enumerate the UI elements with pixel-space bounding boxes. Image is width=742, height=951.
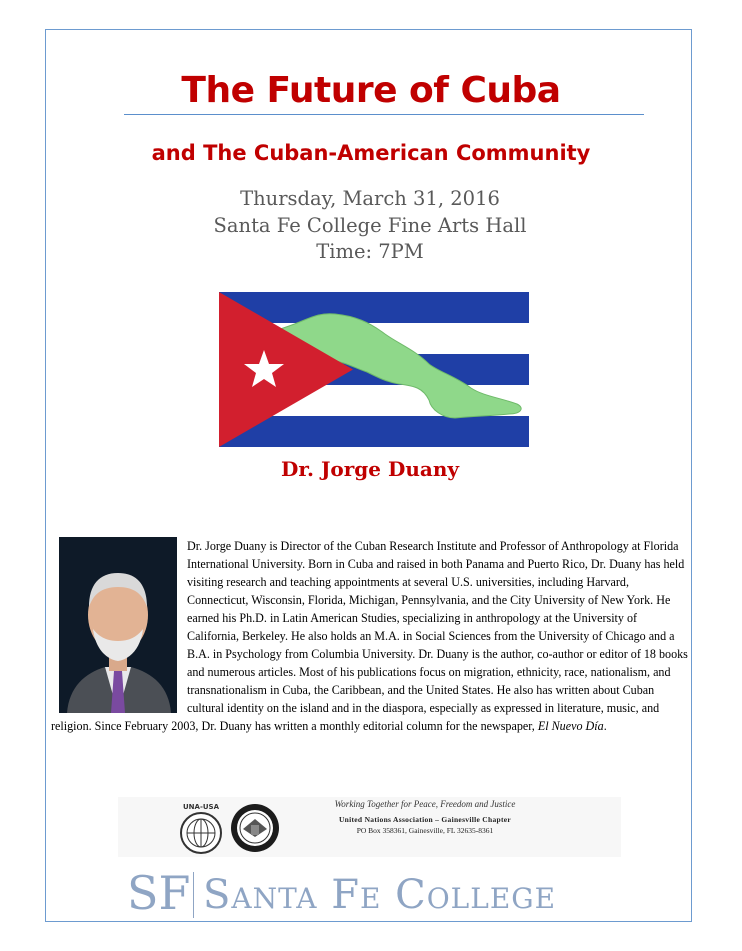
cuba-flag-map-image xyxy=(219,292,529,447)
college-logo-divider xyxy=(193,872,194,918)
college-name: Santa Fe College xyxy=(203,872,557,918)
speaker-photo xyxy=(59,537,177,713)
title-rule xyxy=(124,114,644,115)
bio-text: Dr. Jorge Duany is Director of the Cuban Research Institute and Professor of Anthropology at Florida International University. Born in Cuba and raised in both Panama and Puerto Rico, Dr. Duany has held visiting research and teaching appointments at several U.S. universities, including Harvard, Connecticut, Wisconsin, Florida, Michigan, Pennsylvania, and the City University of New York. He earned his Ph.D. in Latin American Studies, specializing in anthropology at the University of California, Berkeley. He also holds an M.A. in Social Sciences from the University of Chicago and a B.A. in Psychology from Columbia University. Dr. Duany is the author, co-author or editor of 18 books and numerous articles. Most of his publications focus on migration, ethnicity, race, nationalism, and transnationalism in Cuba, the Caribbean, and the United States. He also has written about Cuban cultural identity on the island and in the diaspora, especially as expressed in literature, music, and religion. Since February 2003, Dr. Duany has written a monthly editorial column for the newspaper, xyxy=(51,539,688,733)
sponsor-address: PO Box 358361, Gainesville, FL 32635-8361 xyxy=(356,826,494,835)
una-emblem-icon xyxy=(175,801,227,855)
bio-publication: El Nuevo Día xyxy=(537,719,604,733)
flag-stripe-blue xyxy=(219,292,529,323)
event-time: Time: 7PM xyxy=(316,240,424,263)
event-date: Thursday, March 31, 2016 xyxy=(240,187,500,210)
speaker-bio xyxy=(51,537,691,735)
una-emblem-label: UNA-USA xyxy=(182,803,220,811)
sponsor-motto: Working Together for Peace, Freedom and Justice xyxy=(334,799,516,809)
flag-stripe-blue xyxy=(219,416,529,447)
page-subtitle: and The Cuban-American Community xyxy=(151,141,591,165)
college-monogram: SF xyxy=(127,866,191,920)
speaker-name: Dr. Jorge Duany xyxy=(281,457,459,481)
sponsor-name: United Nations Association – Gainesville Chapter xyxy=(338,815,512,824)
college-logo xyxy=(127,866,627,920)
bio-end: . xyxy=(603,719,607,733)
event-venue: Santa Fe College Fine Arts Hall xyxy=(213,214,527,237)
page-title: The Future of Cuba xyxy=(181,70,561,111)
seal-icon xyxy=(229,803,281,853)
sponsor-banner xyxy=(118,797,621,857)
sponsor-text-block xyxy=(305,799,545,835)
